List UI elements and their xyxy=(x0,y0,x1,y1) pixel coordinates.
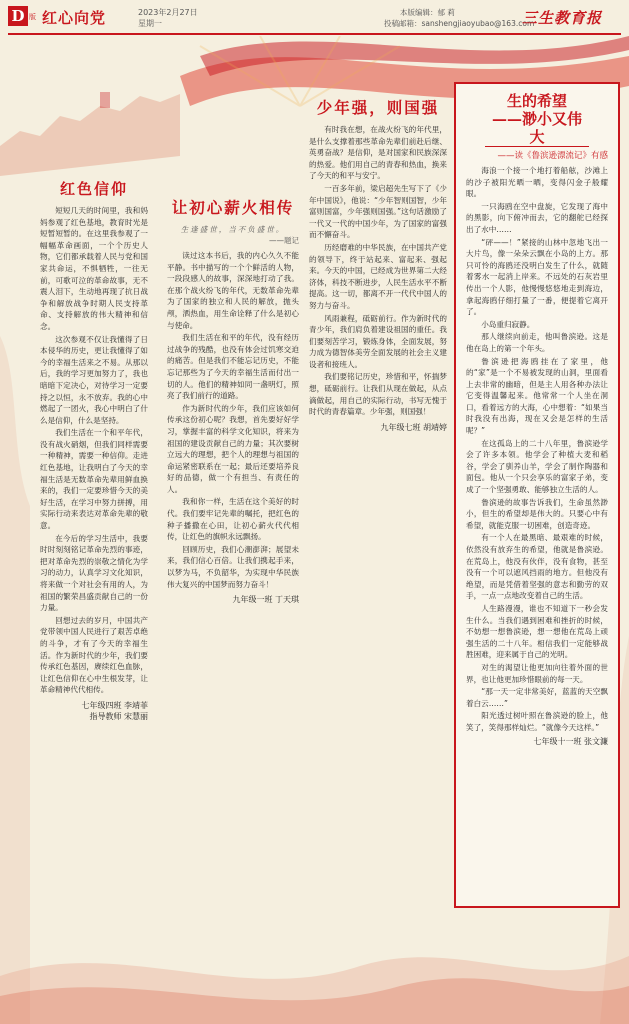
article-paragraph: 鲁滨逊把海鸥挂在了家里，他的“家”是一个不易被发现的山洞，里面看上去非常的幽暗，但是主人用各种办法让它变得温馨起来。他常常一个人坐在洞口，看着远方的大海，心中想着：“如果当时我没有出海，现在又会是怎样的生活呢？” xyxy=(466,356,608,436)
article-paragraph: 海浪一个接一个地打着船舷，沙滩上的沙子被阳光晒一晒，变得闪金子般耀眼。 xyxy=(466,166,608,199)
article-paragraph: 有一个人在最黑暗、最艰难的时候，依然没有放弃生的希望，他就是鲁滨逊。在荒岛上，他没有伙伴，没有食物，甚至没有一个可以遮风挡雨的地方。但他没有绝望，而是凭借着坚强的意志和勤劳的双手，一点一点地改变着自己的生活。 xyxy=(466,533,608,601)
publication-date: 2023年2月27日 xyxy=(138,8,198,17)
article-paragraph: 读过这本书后，我的内心久久不能平静。书中描写的一个个鲜活的人物，一段段感人的故事，深深地打动了我。在那个战火纷飞的年代，无数革命先辈为了国家的独立和人民的解放，抛头颅，洒热血，用生命诠释了什么是初心与使命。 xyxy=(167,251,299,330)
article-subtitle: ——读《鲁滨逊漂流记》有感 xyxy=(497,151,608,161)
article-initial-heart xyxy=(167,196,299,605)
publication-weekday: 星期一 xyxy=(138,19,162,28)
article-paragraph: “那一天一定非常美好，蓝蓝的天空飘着白云……” xyxy=(466,687,608,708)
article-paragraph: 阳光透过树叶照在鲁滨逊的脸上，他笑了，笑得那样灿烂。“就像今天这样。” xyxy=(466,711,608,732)
article-teacher: 指导教师 宋慧丽 xyxy=(89,711,148,721)
article-paragraph: 有时我在想，在战火纷飞的年代里，是什么支撑着那些革命先辈们前赴后继、英勇奋战？是信仰，是对国家和民族深深的热爱。他们用自己的青春和热血，换来了今天的和平与安宁。 xyxy=(309,125,447,181)
article-paragraph: 我们生活在一个和平年代，没有战火硝烟，但我们同样需要一种精神，需要一种信仰。走进红色基地，让我明白了今天的幸福生活是无数革命先辈用鲜血换来的，我们一定要珍惜今天的美好生活，在学习中努力拼搏，用实际行动来表达对革命先辈的敬意。 xyxy=(40,428,148,531)
article-paragraph: 鲁滨逊的故事告诉我们，生命虽然渺小，但生的希望却是伟大的。只要心中有希望，就能克服一切困难，创造奇迹。 xyxy=(466,497,608,530)
article-paragraph: 回顾历史，我们心潮澎湃；展望未来，我们信心百倍。让我们携起手来，以梦为马，不负韶华，为实现中华民族伟大复兴的中国梦而努力奋斗！ xyxy=(167,544,299,589)
article-paragraph: 风雨兼程，砥砺前行。作为新时代的青少年，我们肩负着建设祖国的重任。我们要刻苦学习，锻炼身体，全面发展，努力成为德智体美劳全面发展的社会主义建设者和接班人。 xyxy=(309,313,447,369)
article-paragraph: 一百多年前，梁启超先生写下了《少年中国说》，他说：“少年智则国智，少年富则国富，少年强则国强。”这句话激励了一代又一代的中国少年，为了国家的富强而不懈奋斗。 xyxy=(309,183,447,240)
article-paragraph: “砰——！”紧接的山林中忽地飞出一大片鸟，像一朵朵云飘在小岛的上方。那只可怜的海鸥还没明白发生了什么，就随着雾水一起消上岸来。不远处的石灰岩里传出一个人影，他慢慢悠悠地走到海边，拿起海鸥仔细打量了一番，便提着它离开了。 xyxy=(466,237,608,317)
article-paragraph: 对生的渴望让他更加向往着外面的世界，也让他更加珍惜眼前的每一天。 xyxy=(466,662,608,684)
page-editor: 本版编辑：郁 莉 xyxy=(400,8,455,17)
article-paragraph: 回想过去的岁月，中国共产党带领中国人民进行了艰苦卓绝的斗争，才有了今天的幸福生活。作为新时代的少年，我们要传承红色基因，赓续红色血脉，让红色信仰在心中生根发芽，让革命精神代代相传。 xyxy=(40,615,148,695)
article-paragraph: 那人继续向前走，他叫鲁滨逊。这是他在岛上的第一个年头。 xyxy=(466,332,608,353)
article-title: 少年强，则国强 xyxy=(316,98,440,117)
article-paragraph: 一只海鸥在空中盘旋，它发现了海中的黑影，向下俯冲而去，它的翻舵已经探出了水中…… xyxy=(466,201,608,234)
article-byline: 九年级七班 胡靖婷 xyxy=(380,422,447,432)
article-epigraph: 生逢盛世，当不负盛世。 xyxy=(180,225,286,234)
article-epigraph-source: ——题记 xyxy=(269,236,299,245)
article-title: 红色信仰 xyxy=(59,180,128,198)
article-paragraph: 这次参观不仅让我懂得了日本侵华的历史，更让我懂得了如今的幸福生活来之不易。从那以后，我的学习更加努力了，我也暗暗下定决心，对待学习一定要持之以恒，永不放弃。我的心中燃起了一团火，我心中明白了什么是信仰，什么是坚持。 xyxy=(40,334,148,425)
article-title-line2: ——渺小又伟大 xyxy=(485,110,589,147)
article-title: 生的希望 xyxy=(506,92,567,110)
article-byline: 七年级四班 李靖菲 xyxy=(81,700,148,710)
article-paragraph: 历经磨难的中华民族，在中国共产党的领导下，终于站起来、富起来、强起来。今天的中国，已经成为世界第二大经济体，科技不断进步，人民生活水平不断提高。这一切，都离不开一代代中国人的努力与奋斗。 xyxy=(309,242,447,310)
article-paragraph: 在今后的学习生活中，我要时时刻刻铭记革命先烈的事迹，把对革命先烈的崇敬之情化为学习的动力，认真学习文化知识，将来做一个对社会有用的人，为祖国的繁荣昌盛贡献自己的一份力量。 xyxy=(40,533,148,613)
article-paragraph: 作为新时代的少年，我们应该如何传承这份初心呢？我想，首先要好好学习，掌握丰富的科学文化知识，将来为祖国的建设贡献自己的力量；其次要树立远大的理想，把个人的理想与祖国的命运紧密联系在一起；最后还要培养良好的品德，做一个有担当、有责任的人。 xyxy=(167,403,299,494)
article-paragraph: 人生路漫漫，谁也不知道下一秒会发生什么。当我们遇到困难和挫折的时候，不妨想一想鲁滨逊，想一想他在荒岛上顽强生活的二十八年。相信我们一定能够战胜困难，迎来属于自己的光明。 xyxy=(466,603,608,660)
article-red-faith xyxy=(40,178,148,722)
article-paragraph: 我和你一样，生活在这个美好的时代。我们要牢记先辈的嘱托，把红色的种子播撒在心田，让初心薪火代代相传，让红色的旗帜永远飘扬。 xyxy=(167,497,299,542)
article-strong-youth xyxy=(309,96,447,433)
submission-email: 投稿邮箱：sanshengjiaoyubao@163.com xyxy=(384,19,535,28)
article-paragraph: 短短几天的时间里，我和妈妈参观了红色基地，教育时光是短暂短暂的。在这里我参观了一幅幅革命画面，一个个历史人物，它们都承载着人民与党和国家共命运，不惧牺牲，一往无前，可歌可泣的革命故事，无不震人泪下，生动地再现了抗日战争和解放战争时期人民支持革命、支持解放的伟大精神和信念。 xyxy=(40,206,148,331)
header-rule xyxy=(8,33,621,35)
article-paragraph: 小岛重归寂静。 xyxy=(481,319,535,329)
section-name: 红心向党 xyxy=(42,9,107,27)
edition-suffix: 版 xyxy=(29,13,36,21)
newspaper-logo: 三生教育报 xyxy=(522,9,603,27)
article-paragraph: 我们生活在和平的年代，没有经历过战争的残酷，也没有体会过饥寒交迫的痛苦。但是我们不能忘记历史，不能忘记那些为了今天的幸福生活而付出一切的人。他们的精神如同一盏明灯，照亮了我们前行的道路。 xyxy=(167,333,299,401)
article-hope-of-life xyxy=(454,82,620,908)
article-paragraph: 我们要铭记历史，珍惜和平，怀揣梦想，砥砺前行。让我们从现在做起，从点滴做起，用自己的实际行动，书写无愧于时代的青春篇章。少年强，则国强！ xyxy=(309,372,447,417)
article-title: 让初心薪火相传 xyxy=(171,198,295,217)
article-byline: 九年级一班 丁天琪 xyxy=(232,595,299,605)
article-paragraph: 在这孤岛上的二十八年里，鲁滨逊学会了许多本领。他学会了种植大麦和稻谷，学会了驯养山羊，学会了制作陶器和面包。他从一个只会享乐的富家子弟，变成了一个坚强勇敢、能够独立生活的人。 xyxy=(466,438,608,495)
masthead xyxy=(8,4,621,32)
edition-badge: D xyxy=(8,6,28,26)
article-byline: 七年级十一班 张文濂 xyxy=(533,736,608,746)
